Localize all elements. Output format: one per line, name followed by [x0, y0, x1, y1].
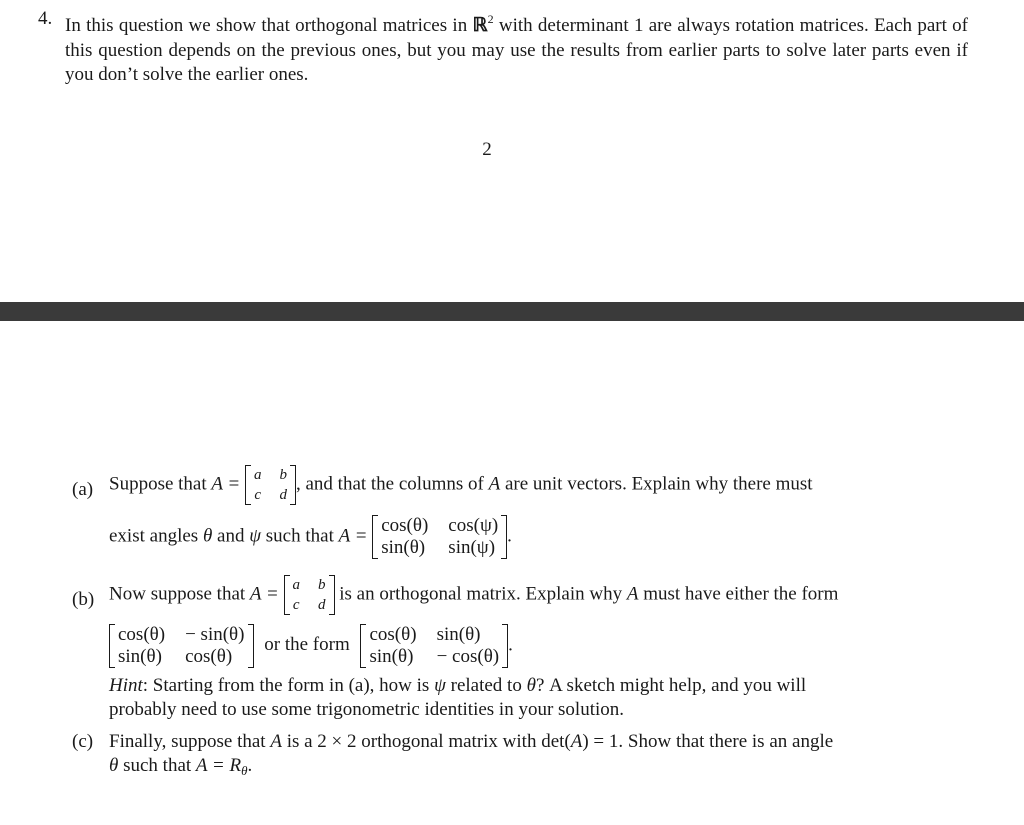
- part-b-hint-line-2: probably need to use some trigonometric identities in your solution.: [109, 699, 625, 720]
- matrix-rotation: cos(θ) − sin(θ) sin(θ) cos(θ): [109, 624, 254, 668]
- page-number: 2: [482, 139, 492, 160]
- part-c-line-2: θ such that $A = R_\theta$.: [109, 755, 253, 778]
- part-a-line-2: exist angles θ and ψ such that A = cos(θ) cos(ψ) sin(θ) sin(ψ) .: [109, 515, 512, 558]
- page-divider: [0, 302, 1024, 321]
- question-intro: [38, 7, 968, 88]
- part-b-hint-line-1: Hint: Starting from the form in (a), how is ψ related to θ? A sketch might help, and you will: [109, 675, 807, 696]
- matrix-abcd: a b c d: [245, 465, 296, 505]
- question-number: 4.: [38, 8, 53, 29]
- matrix-cos-sin-angles: cos(θ) cos(ψ) sin(θ) sin(ψ): [372, 515, 507, 559]
- part-b-line-2: cos(θ) − sin(θ) sin(θ) cos(θ) or the form cos(θ) sin(θ) sin(θ) − cos(θ) .: [109, 624, 513, 668]
- matrix-abcd-b: a b c d: [284, 575, 335, 615]
- part-b-label: (b): [72, 589, 95, 610]
- real-numbers-symbol: ℝ: [472, 15, 488, 36]
- part-b-line-1: Now suppose that A = a b c d is an orthogonal matrix. Explain why A must have either the form: [109, 575, 838, 615]
- part-a-line-1: Suppose that A = a b c d , and that the columns of A are unit vectors. Explain why there must: [109, 465, 813, 505]
- matrix-reflection: cos(θ) sin(θ) sin(θ) − cos(θ): [360, 624, 508, 668]
- part-c-line-1: Finally, suppose that A is a 2 × 2 orthogonal matrix with det(A) = 1. Show that there is an angle: [109, 731, 834, 752]
- part-a-label: (a): [72, 479, 94, 500]
- intro-text: In this question we show that orthogonal matrices in ℝ$^2$ with determinant 1 are always rotation matrices. Each part of this question depends on the previous ones, but you may use the results from earlier parts to solve later parts even if you don’t solve the earlier ones.: [65, 12, 968, 85]
- part-c-label: (c): [72, 731, 94, 752]
